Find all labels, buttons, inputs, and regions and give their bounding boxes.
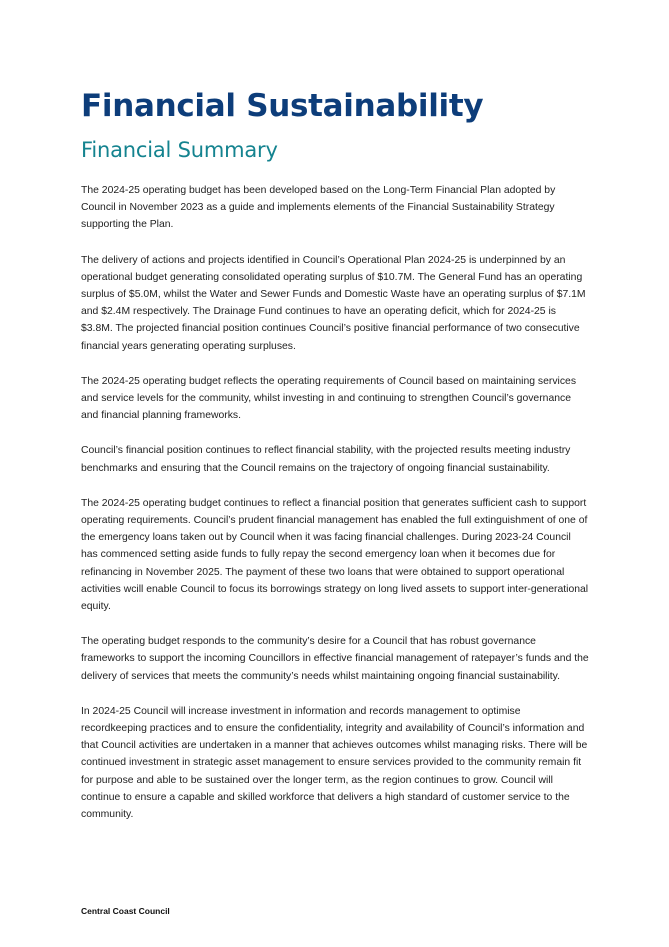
paragraph-cash-and-loans: The 2024-25 operating budget continues to reflect a financial position that generates sufficient cash to support operating requirements. Council’s prudent financial management has enabled the full extinguishment of one of the emergency loans taken out by Council when it was facing financial challenges. During 2023-24 Council has commenced setting aside funds to fully repay the second emergency loan when it becomes due for refinancing in November 2025. The payment of these two loans that were obtained to support operational activities wcill enable Council to focus its borrowings strategy on long lived assets to support inter-generational equity. (81, 497, 589, 613)
paragraph-financial-stability: Council’s financial position continues to reflect financial stability, with the projected results meeting industry benchmarks and ensuring that the Council remains on the trajectory of ongoing financial sustainability. (81, 445, 571, 474)
paragraph-budget-basis: The 2024-25 operating budget has been developed based on the Long-Term Financial Plan adopted by Council in November 2023 as a guide and implements elements of the Financial Sustainability Strategy supporting the Plan. (81, 185, 556, 231)
page-title: Financial Sustainability (81, 88, 484, 124)
paragraph-operating-requirements: The 2024-25 operating budget reflects the operating requirements of Council based on maintaining services and service levels for the community, whilst investing in and continuing to strengthen Council’s governance and financial planning frameworks. (81, 375, 577, 422)
page-subtitle: Financial Summary (81, 138, 278, 162)
body-copy (81, 182, 589, 841)
paragraph-governance: The operating budget responds to the community’s desire for a Council that has robust governance frameworks to support the incoming Councillors in effective financial management of ratepayer’s funds and the delivery of services that meets the community’s needs whilst maintaining ongoing financial sustainability. (81, 636, 589, 682)
footer-organisation: Central Coast Council (81, 906, 170, 916)
paragraph-investment: In 2024-25 Council will increase investment in information and records management to optimise recordkeeping practices and to ensure the confidentiality, integrity and availability of Council’s information and that Council activities are undertaken in a manner that achieves outcomes whilst managing risks. There will be continued investment in strategic asset management to ensure services provided to the community remain fit for purpose and able to be sustained over the longer term, as the region continues to grow. Council will continue to ensure a capable and skilled workforce that delivers a high standard of customer service to the community. (81, 705, 588, 821)
paragraph-operating-surplus: The delivery of actions and projects identified in Council’s Operational Plan 2024-25 is underpinned by an operational budget generating consolidated operating surplus of $10.7M. The General Fund has an operating surplus of $5.0M, whilst the Water and Sewer Funds and Domestic Waste have an operating surplus of $7.1M and $2.4M respectively. The Drainage Fund continues to have an operating deficit, which for 2024-25 is $3.8M. The projected financial position continues Council’s positive financial performance of two consecutive financial years generating operating surpluses. (81, 254, 586, 352)
